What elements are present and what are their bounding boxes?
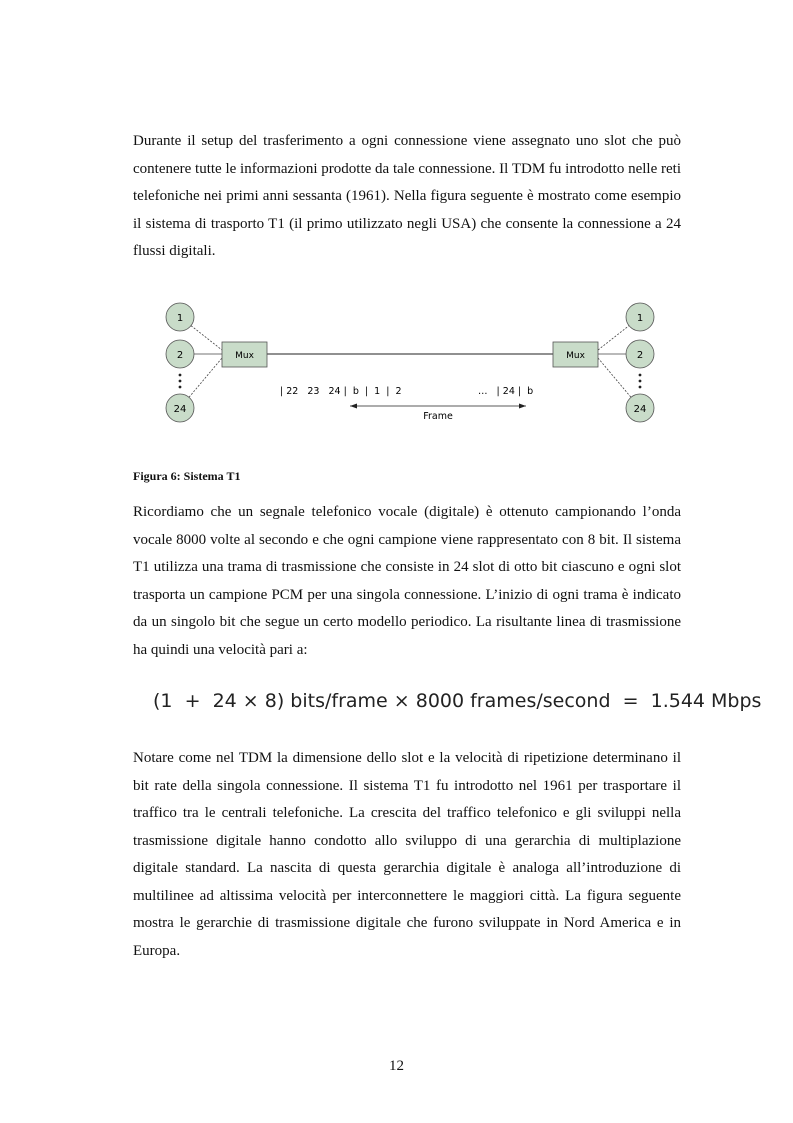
slot-sequence: | 22 23 24 | b | 1 | 2 bbox=[280, 386, 402, 397]
formula: (1 + 24 × 8) bits/frame × 8000 frames/second = 1.544 Mbps bbox=[153, 690, 762, 712]
left-node-24 bbox=[166, 394, 194, 422]
frame-arrow bbox=[350, 404, 526, 409]
t1-system-diagram bbox=[150, 290, 670, 440]
slot-sequence-end: … | 24 | b bbox=[478, 386, 534, 397]
page-number: 12 bbox=[389, 1058, 404, 1074]
mux-left bbox=[222, 342, 267, 367]
left-ellipsis bbox=[179, 374, 182, 389]
left-node-1 bbox=[166, 303, 194, 331]
right-node-1 bbox=[626, 303, 654, 331]
svg-text:2: 2 bbox=[636, 350, 644, 361]
svg-text:1: 1 bbox=[176, 313, 184, 324]
paragraph-2: Ricordiamo che un segnale telefonico vocale (digitale) è ottenuto campionando l’onda vocale 8000 volte al secondo e che ogni campione viene rappresentato con 8 bit. Il sistema T1 utilizza una trama di trasmissione che consiste in 24 slot di otto bit ciascuno e ogni slot trasporta un campione PCM per una singola connessione. L’inizio di ogni trama è indicato da un singolo bit che segue un certo modello periodico. La risultante linea di trasmissione ha quindi una velocità pari a: bbox=[133, 504, 681, 658]
right-node-2 bbox=[626, 340, 654, 368]
svg-text:Mux: Mux bbox=[235, 351, 254, 361]
svg-text:24: 24 bbox=[633, 404, 647, 415]
figure-caption: Figura 6: Sistema T1 bbox=[133, 469, 241, 483]
svg-text:2: 2 bbox=[176, 350, 184, 361]
frame-label: Frame bbox=[423, 411, 453, 422]
paragraph-3: Notare come nel TDM la dimensione dello slot e la velocità di ripetizione determinano il bit rate della singola connessione. Il sistema T1 fu introdotto nel 1961 per trasportare il traffico tra le centrali telefoniche. La crescita del traffico telefonico e gli sviluppi nella trasmissione digitale hanno condotto allo sviluppo di una gerarchia di multiplazione digitale standard. La nascita di questa gerarchia digitale è analoga all’introduzione di multilinee ad altissima velocità per interconnettere le maggiori città. La figura seguente mostra le gerarchie di trasmissione digitale che furono sviluppate in Nord America e in Europa. bbox=[133, 750, 681, 959]
svg-text:1: 1 bbox=[636, 313, 644, 324]
svg-text:24: 24 bbox=[173, 404, 187, 415]
mux-right bbox=[553, 342, 598, 367]
svg-text:Mux: Mux bbox=[566, 351, 585, 361]
right-ellipsis bbox=[639, 374, 642, 389]
left-node-2 bbox=[166, 340, 194, 368]
paragraph-1: Durante il setup del trasferimento a ogni connessione viene assegnato uno slot che può contenere tutte le informazioni prodotte da tale connessione. Il TDM fu introdotto nelle reti telefoniche nei primi anni sessanta (1961). Nella figura seguente è mostrato come esempio il sistema di trasporto T1 (il primo utilizzato negli USA) che consente la connessione a 24 flussi digitali. bbox=[133, 133, 681, 259]
right-node-24 bbox=[626, 394, 654, 422]
